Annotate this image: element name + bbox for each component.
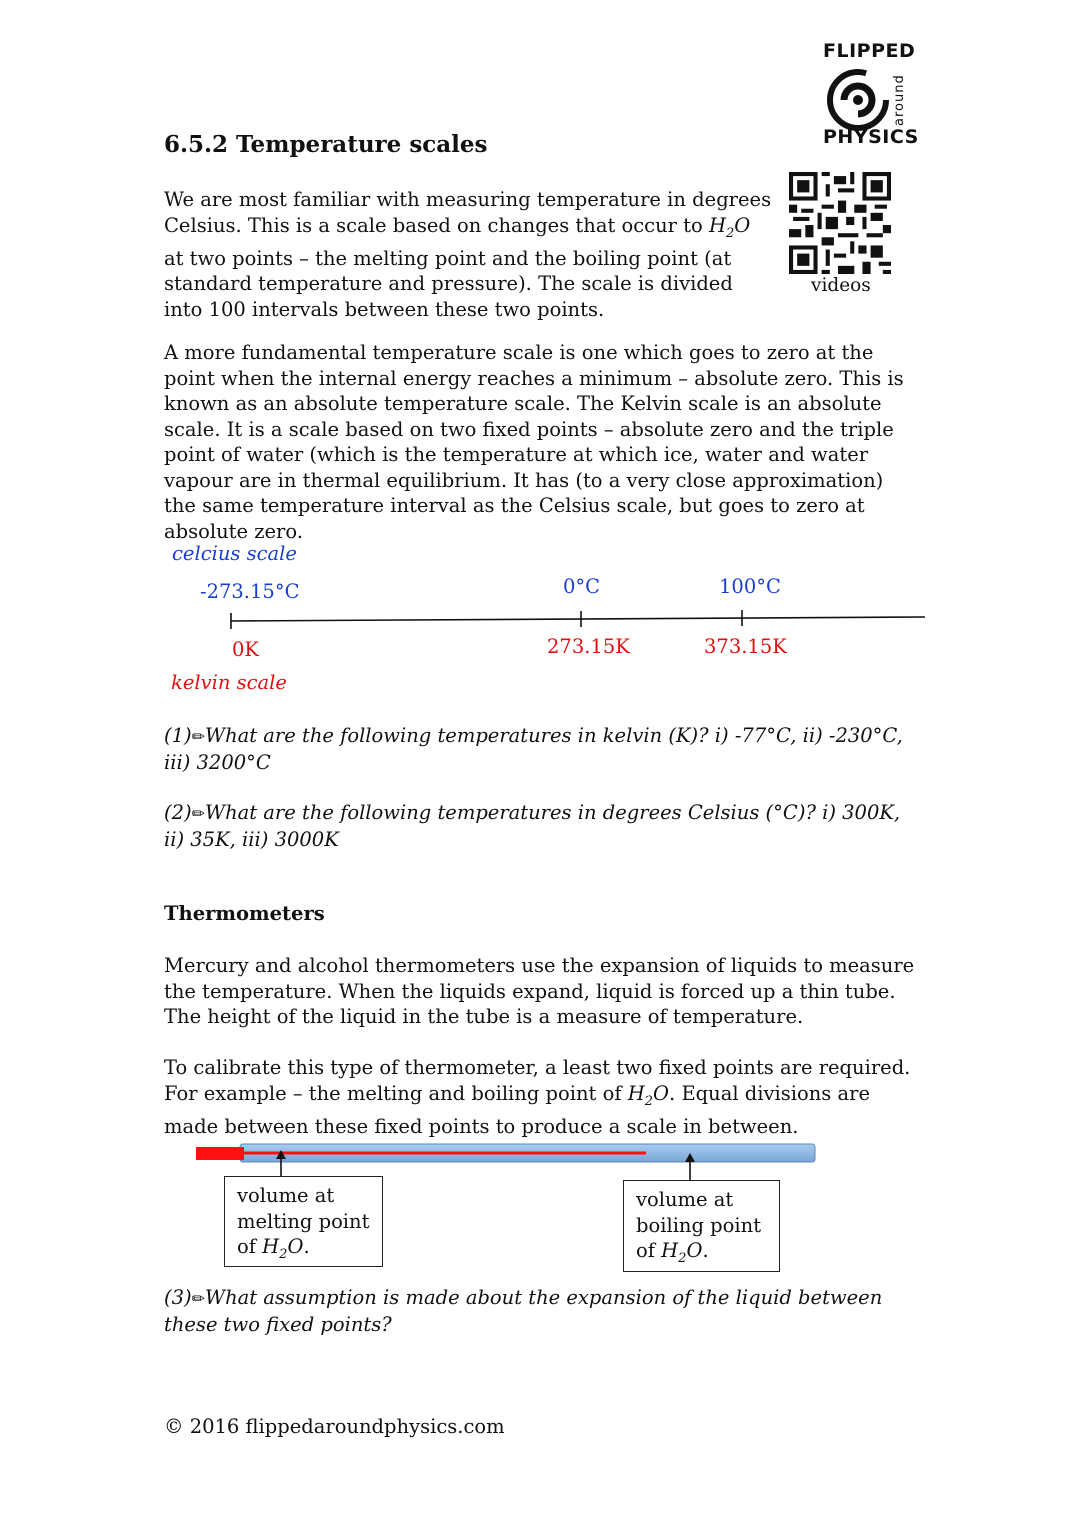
thermometers-paragraph-2 [164,1055,924,1139]
formula-h: H [262,1235,280,1258]
boiling-point-box [623,1180,780,1272]
formula-sub: 2 [644,1093,654,1109]
kelvin-scale-label: kelvin scale [171,671,287,694]
formula-o: O [287,1235,304,1258]
kelvin-tick-label-0: 0K [232,638,259,661]
kelvin-tick-label-2: 373.15K [704,635,787,658]
page-title: 6.5.2 Temperature scales [164,131,488,158]
melting-box-line-1: volume at [237,1184,335,1207]
celsius-tick-label-0: -273.15°C [200,580,300,603]
formula-h: H [708,213,726,237]
logo-top-text: FLIPPED [823,40,916,62]
footer-copyright: © 2016 flippedaroundphysics.com [164,1415,505,1438]
spiral-logo-icon [824,66,892,134]
logo [818,40,918,150]
celsius-tick-label-2: 100°C [719,575,781,598]
boiling-box-line-3: of $H_2O$. [636,1239,709,1266]
logo-bottom-text: PHYSICS [823,126,919,148]
celsius-scale-label: celcius scale [172,542,297,565]
pencil-icon: ✏ [191,1289,206,1308]
celsius-tick-label-1: 0°C [563,575,601,598]
pencil-icon: ✏ [191,727,206,746]
thermometers-heading: Thermometers [164,902,325,925]
melting-box-line-3: of $H_2O$. [237,1235,310,1262]
kelvin-paragraph: A more fundamental temperature scale is one which goes to zero at the point when the internal energy reaches a minimum – absolute zero. This is known as an absolute temperature scale. The Kelvin scale is an absolute scale. It is a scale based on two fixed points – absolute zero and the triple point of water (which is the temperature at which ice, water and water vapour are in thermal equilibrium. It has (to a very close approximation) the same temperature interval as the Celsius scale, but goes to zero at absolute zero. [164,341,904,543]
melting-box-line-2: melting point [237,1209,370,1233]
melting-box-of: of [237,1235,263,1258]
thermometer-bulb [196,1147,244,1160]
question-3 [164,1285,904,1337]
formula-o: O [734,213,751,237]
formula-h: H [661,1239,679,1262]
intro-text-b: at two points – the melting point and the boiling point (at standard temperature and pressure). The scale is divided into 100 intervals between these two points. [164,246,733,321]
formula-o: O [653,1081,670,1105]
formula-o: O [686,1239,703,1262]
formula-h: H [627,1081,645,1105]
temperature-scale-line [225,607,930,633]
calibrate-text-b: . Equal divisions are made between these fixed points to produce a scale in between. [164,1081,870,1138]
melting-point-box [224,1176,383,1267]
formula-sub: 2 [725,225,735,241]
formula-sub: 2 [279,1246,288,1262]
boiling-box-line-1: volume at [636,1188,734,1211]
kelvin-tick-label-1: 273.15K [547,635,630,658]
pencil-icon: ✏ [191,804,206,823]
question-2 [164,800,924,852]
logo-side-text: around [892,74,907,126]
intro-text-a: We are most familiar with measuring temperature in degrees Celsius. This is a scale based on changes that occur to [164,188,772,237]
boiling-box-line-2: boiling point [636,1213,762,1237]
question-1-text: What are the following temperatures in kelvin (K)? i) -77°C, ii) -230°C, iii) 3200°C [164,724,903,774]
calibrate-text-a: To calibrate this type of thermometer, a least two fixed points are required. For example – the melting and boiling point of [164,1056,911,1105]
question-3-text: What assumption is made about the expansion of the liquid between these two fixed points? [164,1286,883,1336]
thermometers-paragraph-1: Mercury and alcohol thermometers use the expansion of liquids to measure the temperature. When the liquids expand, liquid is forced up a thin tube. The height of the liquid in the tube is a measure of temperature. [164,954,915,1028]
formula-h2o [627,1081,670,1109]
formula-h2o [708,213,751,241]
question-2-text: What are the following temperatures in degrees Celsius (°C)? i) 300K, ii) 35K, iii) 3000K [164,801,901,851]
intro-paragraph [164,187,774,322]
question-3-number: (3) [164,1286,192,1309]
qr-label: videos [811,275,871,296]
formula-sub: 2 [678,1250,687,1266]
question-1-number: (1) [164,724,192,747]
boiling-box-of: of [636,1239,662,1262]
question-2-number: (2) [164,801,192,824]
qr-code[interactable] [789,172,891,274]
question-1 [164,723,924,775]
